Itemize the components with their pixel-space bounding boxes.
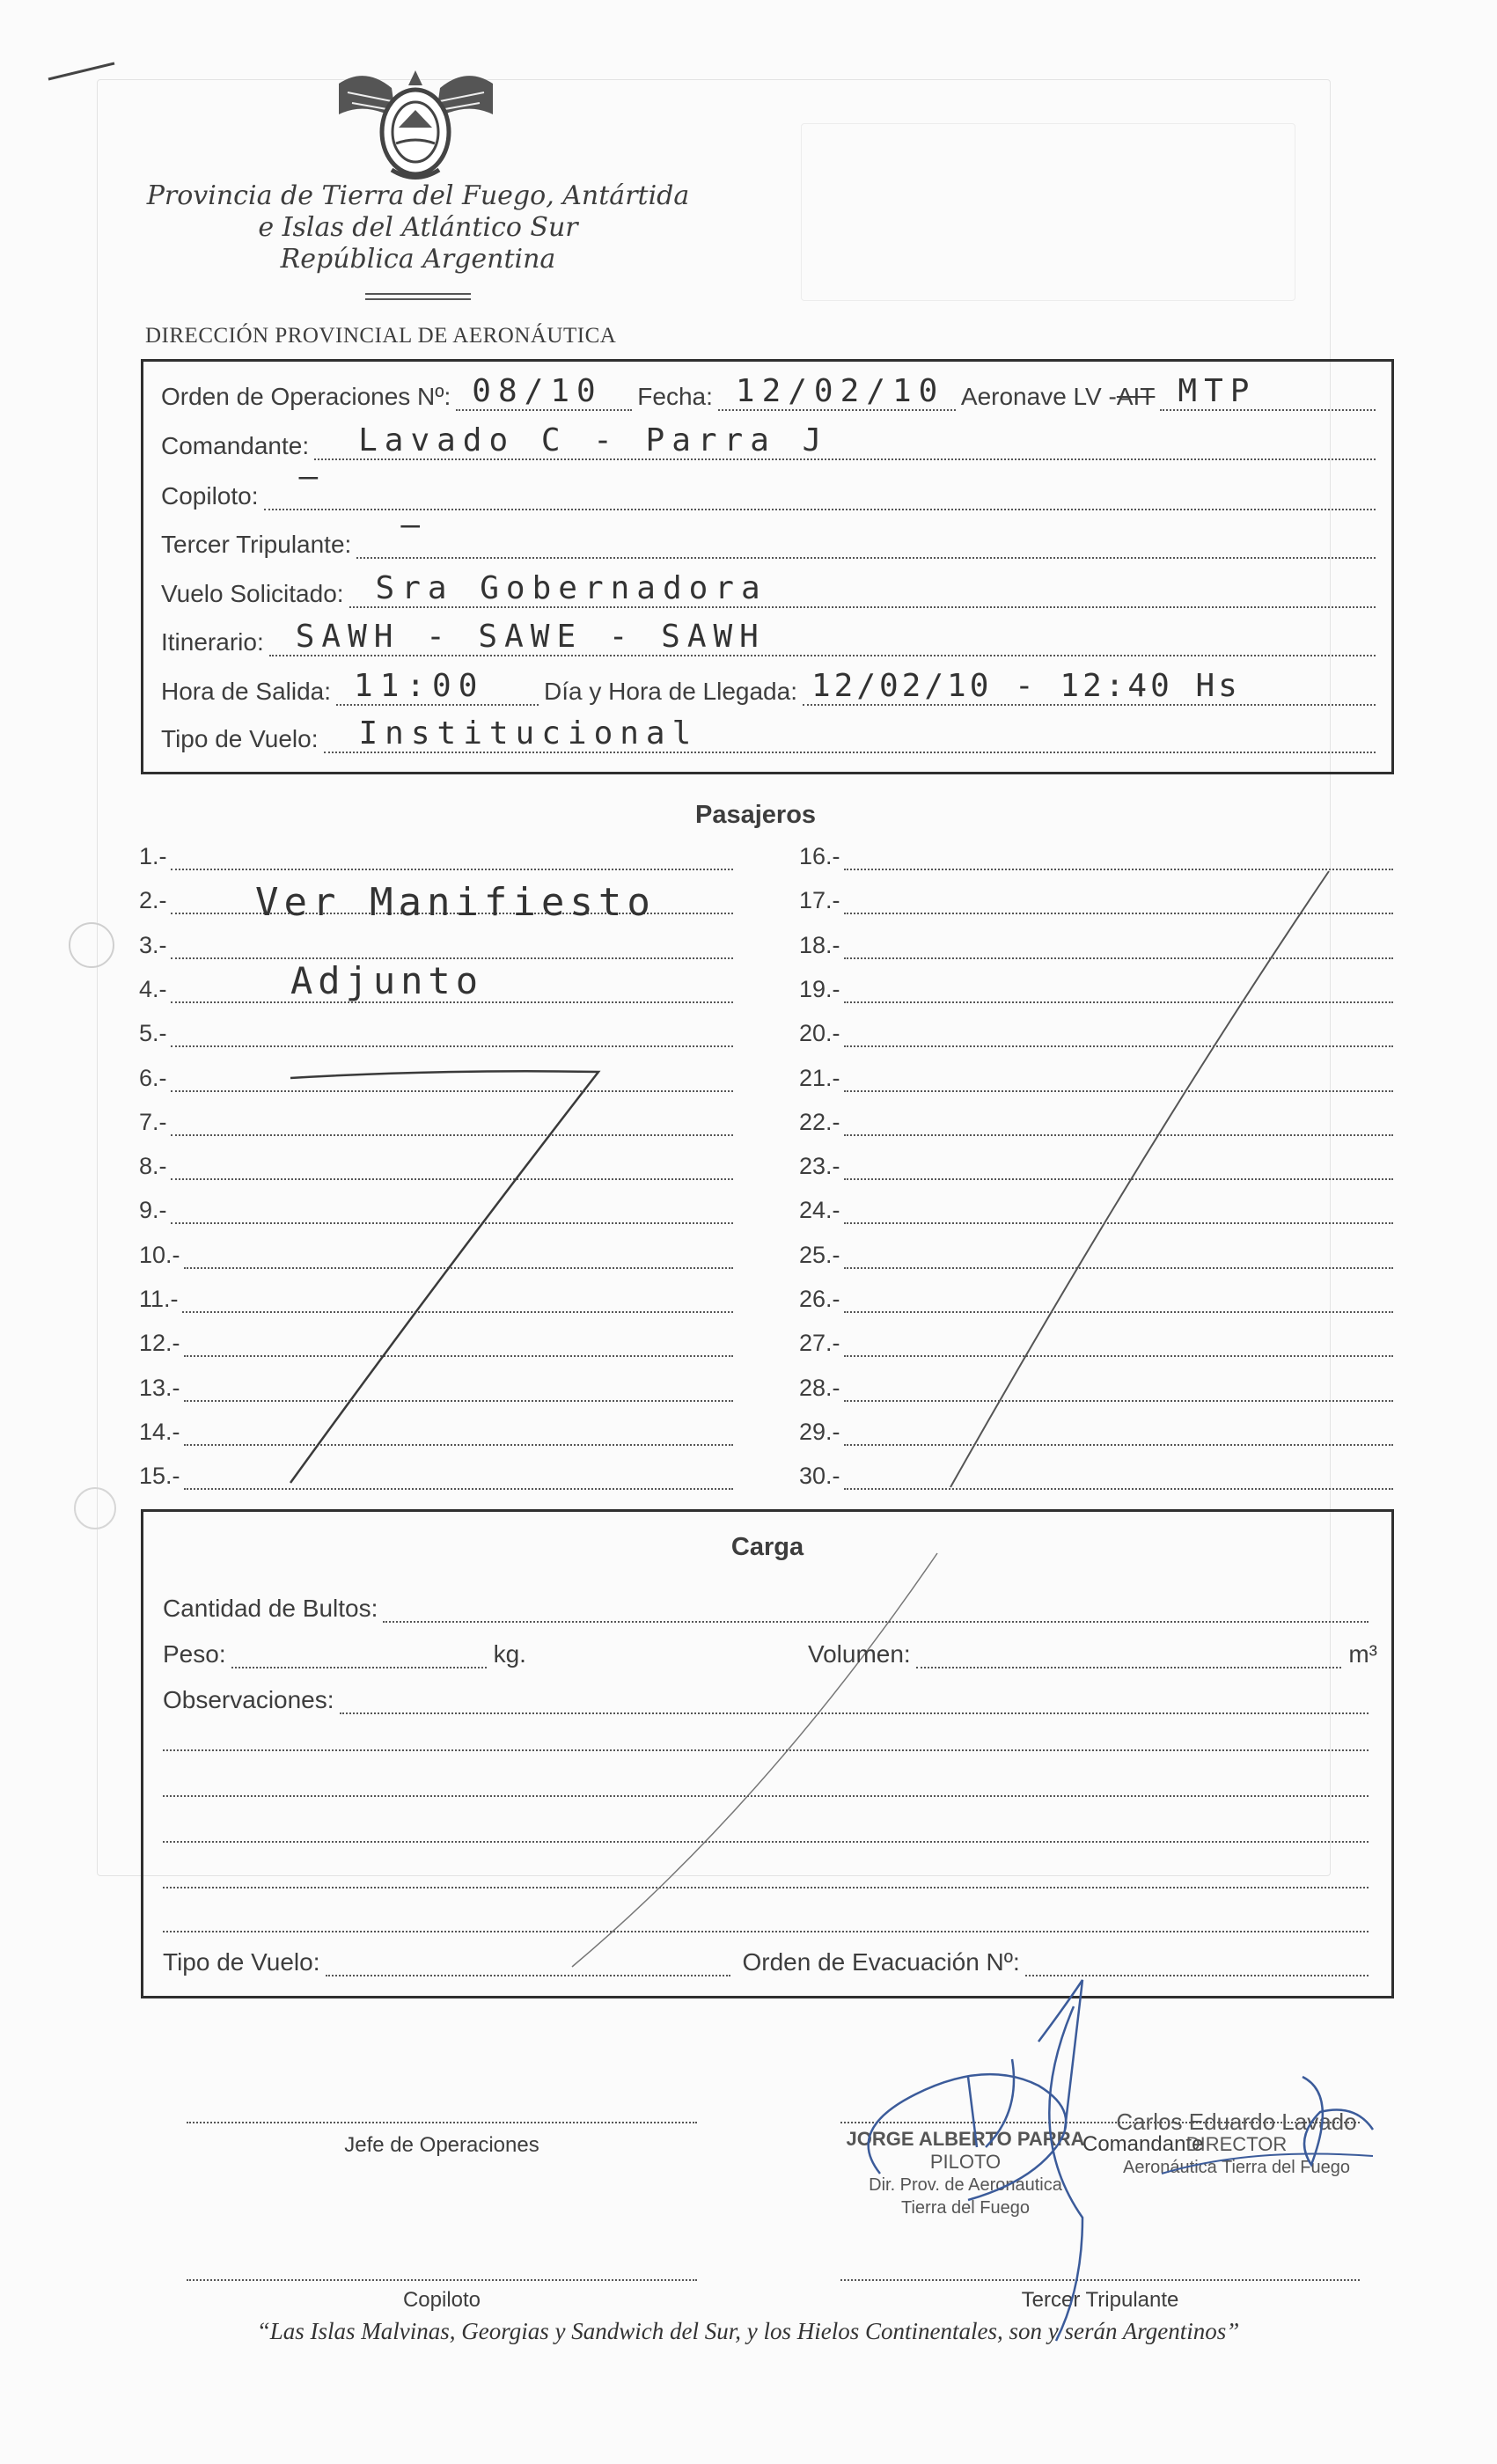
passenger-row <box>139 1463 733 1490</box>
passenger-number: 4.- <box>139 975 167 1002</box>
bultos-field[interactable] <box>383 1600 1369 1623</box>
coat-of-arms-icon <box>330 66 502 185</box>
passenger-field[interactable] <box>844 1115 1393 1136</box>
evacuacion-label: Orden de Evacuación Nº: <box>742 1948 1020 1976</box>
copiloto-field[interactable] <box>264 458 1376 510</box>
passenger-number: 28.- <box>799 1374 840 1401</box>
passenger-row <box>799 1375 1393 1402</box>
passenger-number: 24.- <box>799 1197 840 1224</box>
comandante-label: Comandante <box>1082 2132 1204 2156</box>
orden-row <box>161 373 1376 411</box>
passenger-number: 18.- <box>799 931 840 958</box>
passenger-field[interactable] <box>844 1159 1393 1180</box>
passenger-number: 17.- <box>799 887 840 914</box>
observaciones-row <box>163 1686 1369 1714</box>
stamp-lavado-name: Carlos Eduardo Lavado <box>1116 2108 1357 2135</box>
passenger-row <box>799 843 1393 870</box>
pasajeros-title: Pasajeros <box>695 801 817 829</box>
m3-unit: m³ <box>1348 1640 1377 1668</box>
passenger-field[interactable] <box>171 1159 733 1180</box>
country-name: República Argentina <box>280 244 556 275</box>
passenger-field[interactable] <box>171 1115 733 1136</box>
passenger-field[interactable] <box>171 849 733 870</box>
stamp-lavado-org: Aeronáutica Tierra del Fuego <box>1123 2158 1350 2177</box>
passenger-number: 15.- <box>139 1463 180 1490</box>
observaciones-line[interactable] <box>163 1749 1369 1751</box>
passenger-number: 23.- <box>799 1153 840 1180</box>
passenger-number: 3.- <box>139 931 167 958</box>
passenger-row <box>139 1065 733 1092</box>
peso-field[interactable] <box>231 1646 487 1668</box>
comandante-value: Lavado C - Parra J <box>358 422 829 458</box>
llegada-label: Día y Hora de Llegada: <box>544 678 797 705</box>
passenger-field[interactable] <box>844 1071 1393 1092</box>
peso-label: Peso: <box>163 1640 226 1668</box>
passenger-field[interactable] <box>844 1336 1393 1357</box>
bleed-through-frame-2 <box>801 123 1295 301</box>
passenger-row <box>139 1109 733 1136</box>
observaciones-line[interactable] <box>163 1887 1369 1888</box>
passenger-row <box>799 932 1393 959</box>
jefe-label: Jefe de Operaciones <box>344 2133 539 2157</box>
aeronave-field[interactable] <box>1160 373 1376 411</box>
passenger-row <box>799 1419 1393 1446</box>
jefe-signature-line[interactable] <box>187 2122 697 2123</box>
passenger-number: 12.- <box>139 1330 180 1357</box>
salida-field[interactable] <box>336 668 539 706</box>
passenger-row <box>799 1197 1393 1224</box>
passenger-field[interactable] <box>171 1071 733 1092</box>
passenger-row <box>799 1286 1393 1313</box>
passenger-number: 26.- <box>799 1286 840 1312</box>
passenger-row <box>799 1020 1393 1047</box>
passenger-field[interactable] <box>171 938 733 959</box>
copiloto-label: Copiloto: <box>161 482 259 510</box>
passenger-number: 21.- <box>799 1064 840 1091</box>
passenger-number: 19.- <box>799 975 840 1002</box>
orden-field[interactable] <box>456 373 632 411</box>
volumen-label: Volumen: <box>807 1640 911 1668</box>
passenger-number: 30.- <box>799 1463 840 1490</box>
passenger-row <box>139 1020 733 1047</box>
passenger-number: 27.- <box>799 1330 840 1357</box>
tipo-label: Tipo de Vuelo: <box>161 725 319 752</box>
passenger-row <box>799 1153 1393 1180</box>
passenger-row <box>799 1065 1393 1092</box>
vuelo-value: Sra Gobernadora <box>375 570 767 606</box>
itinerario-row <box>161 619 1376 656</box>
passenger-number: 10.- <box>139 1241 180 1268</box>
passenger-number: 5.- <box>139 1020 167 1047</box>
horario-row <box>161 668 1376 706</box>
comandante-field[interactable] <box>314 422 1376 460</box>
vuelo-field[interactable] <box>349 570 1376 608</box>
passenger-field[interactable] <box>184 1336 733 1357</box>
volumen-field[interactable] <box>916 1646 1342 1668</box>
passenger-field[interactable] <box>184 1469 733 1490</box>
tipo-row <box>161 715 1376 753</box>
kg-unit: kg. <box>493 1640 526 1668</box>
passenger-field[interactable] <box>844 1026 1393 1047</box>
passenger-number: 8.- <box>139 1153 167 1180</box>
passenger-field[interactable] <box>844 893 1393 914</box>
passenger-number: 14.- <box>139 1418 180 1445</box>
stamp-lavado <box>1104 2110 1369 2179</box>
llegada-field[interactable] <box>803 668 1376 706</box>
bultos-label: Cantidad de Bultos: <box>163 1595 378 1622</box>
divider <box>365 293 471 295</box>
copiloto-row <box>161 458 1376 510</box>
passenger-row <box>799 1330 1393 1357</box>
punch-hole <box>74 1487 116 1529</box>
passenger-field[interactable] <box>844 1381 1393 1402</box>
tercer-signature-line[interactable] <box>840 2279 1360 2281</box>
passenger-row <box>799 1463 1393 1490</box>
passenger-row <box>139 1419 733 1446</box>
stamp-parra-name: JORGE ALBERTO PARRA <box>846 2128 1085 2150</box>
passenger-field[interactable] <box>844 1248 1393 1269</box>
divider <box>365 298 471 300</box>
passenger-number: 11.- <box>139 1286 179 1312</box>
observaciones-label: Observaciones: <box>163 1686 334 1713</box>
department-title: DIRECCIÓN PROVINCIAL DE AERONÁUTICA <box>145 324 617 348</box>
tipo-value: Institucional <box>358 715 699 752</box>
passenger-row <box>139 843 733 870</box>
passenger-number: 13.- <box>139 1374 180 1401</box>
passenger-field[interactable] <box>844 1203 1393 1224</box>
pen-mark <box>44 53 123 88</box>
passenger-field[interactable] <box>182 1292 733 1313</box>
passenger-row <box>139 932 733 959</box>
passenger-row <box>139 1197 733 1224</box>
passenger-field[interactable] <box>844 1425 1393 1446</box>
passenger-field[interactable] <box>844 982 1393 1003</box>
passenger-row <box>799 887 1393 914</box>
pasajeros-note: Ver Manifiesto <box>255 880 656 925</box>
observaciones-line[interactable] <box>163 1795 1369 1797</box>
passenger-field[interactable] <box>184 1425 733 1446</box>
copiloto-signature-line[interactable] <box>187 2279 697 2281</box>
passenger-number: 25.- <box>799 1241 840 1268</box>
comandante-row <box>161 422 1376 460</box>
salida-label: Hora de Salida: <box>161 678 332 705</box>
salida-value: 11:00 <box>354 668 485 704</box>
comandante-label: Comandante: <box>161 432 310 459</box>
copiloto-label: Copiloto <box>402 2288 481 2312</box>
passenger-number: 7.- <box>139 1108 167 1135</box>
tipo-field[interactable] <box>324 715 1376 753</box>
passenger-number: 20.- <box>799 1020 840 1047</box>
peso-row <box>163 1640 1377 1668</box>
pasajeros-note-2: Adjunto <box>290 959 484 1002</box>
stamp-lavado-role: DIRECTOR <box>1185 2133 1288 2155</box>
passenger-field[interactable] <box>844 849 1393 870</box>
fecha-value: 12/02/10 <box>735 373 945 409</box>
passenger-row <box>139 1330 733 1357</box>
stamp-parra-org-2: Tierra del Fuego <box>901 2198 1030 2218</box>
observaciones-line[interactable] <box>163 1931 1369 1932</box>
cargo-box <box>141 1509 1394 1998</box>
passenger-number: 29.- <box>799 1418 840 1445</box>
punch-hole <box>69 922 114 968</box>
bultos-row <box>163 1595 1369 1623</box>
vuelo-row <box>161 570 1376 608</box>
passenger-row <box>799 1242 1393 1269</box>
passenger-row <box>139 1153 733 1180</box>
passenger-number: 1.- <box>139 843 167 869</box>
cargo-tipo-label: Tipo de Vuelo: <box>163 1948 320 1976</box>
flight-details-box <box>141 359 1394 774</box>
passenger-field[interactable] <box>844 1292 1393 1313</box>
passenger-field[interactable] <box>171 1026 733 1047</box>
passenger-row <box>139 1286 733 1313</box>
aeronave-struck: AIT <box>1116 383 1156 410</box>
passenger-row <box>799 976 1393 1003</box>
cargo-footer-row <box>163 1948 1369 1976</box>
aeronave-value: MTP <box>1178 373 1257 409</box>
passenger-number: 2.- <box>139 887 167 914</box>
tercer-label: Tercer Tripulante: <box>161 531 352 558</box>
passenger-field[interactable] <box>844 1469 1393 1490</box>
stamp-parra-org: Dir. Prov. de Aeronáutica <box>869 2175 1062 2195</box>
passenger-field[interactable] <box>844 938 1393 959</box>
passenger-number: 16.- <box>799 843 840 869</box>
vuelo-label: Vuelo Solicitado: <box>161 580 344 607</box>
fecha-label: Fecha: <box>637 383 713 410</box>
province-name-2: e Islas del Atlántico Sur <box>258 212 578 243</box>
passenger-row <box>799 1109 1393 1136</box>
passenger-number: 6.- <box>139 1064 167 1091</box>
carga-title: Carga <box>730 1533 804 1561</box>
itinerario-value: SAWH - SAWE - SAWH <box>295 619 766 655</box>
passenger-row <box>139 1375 733 1402</box>
passenger-field[interactable] <box>184 1248 733 1269</box>
motto: “Las Islas Malvinas, Georgias y Sandwich del Sur, y los Hielos Continentales, son y serán Argentinos” <box>256 2318 1240 2344</box>
tercer-field[interactable] <box>356 507 1376 559</box>
passenger-row <box>139 1242 733 1269</box>
copiloto-value: — <box>298 458 326 495</box>
evacuacion-field[interactable] <box>1025 1954 1369 1976</box>
tercer-label: Tercer Tripulante <box>1021 2288 1179 2312</box>
passenger-field[interactable] <box>184 1381 733 1402</box>
stamp-parra-role: PILOTO <box>929 2151 1002 2173</box>
itinerario-field[interactable] <box>269 619 1376 656</box>
passenger-number: 22.- <box>799 1108 840 1135</box>
itinerario-label: Itinerario: <box>161 628 264 656</box>
observaciones-line[interactable] <box>163 1841 1369 1843</box>
tercer-value: — <box>400 507 428 543</box>
orden-value: 08/10 <box>472 373 603 409</box>
observaciones-field[interactable] <box>340 1691 1369 1714</box>
orden-label: Orden de Operaciones Nº: <box>161 383 451 410</box>
passenger-number: 9.- <box>139 1197 167 1224</box>
stamp-parra <box>838 2128 1093 2219</box>
fecha-field[interactable] <box>718 373 956 411</box>
llegada-value: 12/02/10 - 12:40 Hs <box>811 668 1241 704</box>
passenger-field[interactable] <box>171 1203 733 1224</box>
province-name: Provincia de Tierra del Fuego, Antártida <box>146 180 690 211</box>
aeronave-label: Aeronave LV - <box>960 383 1117 410</box>
cargo-tipo-field[interactable] <box>326 1954 730 1976</box>
tercer-row <box>161 507 1376 559</box>
